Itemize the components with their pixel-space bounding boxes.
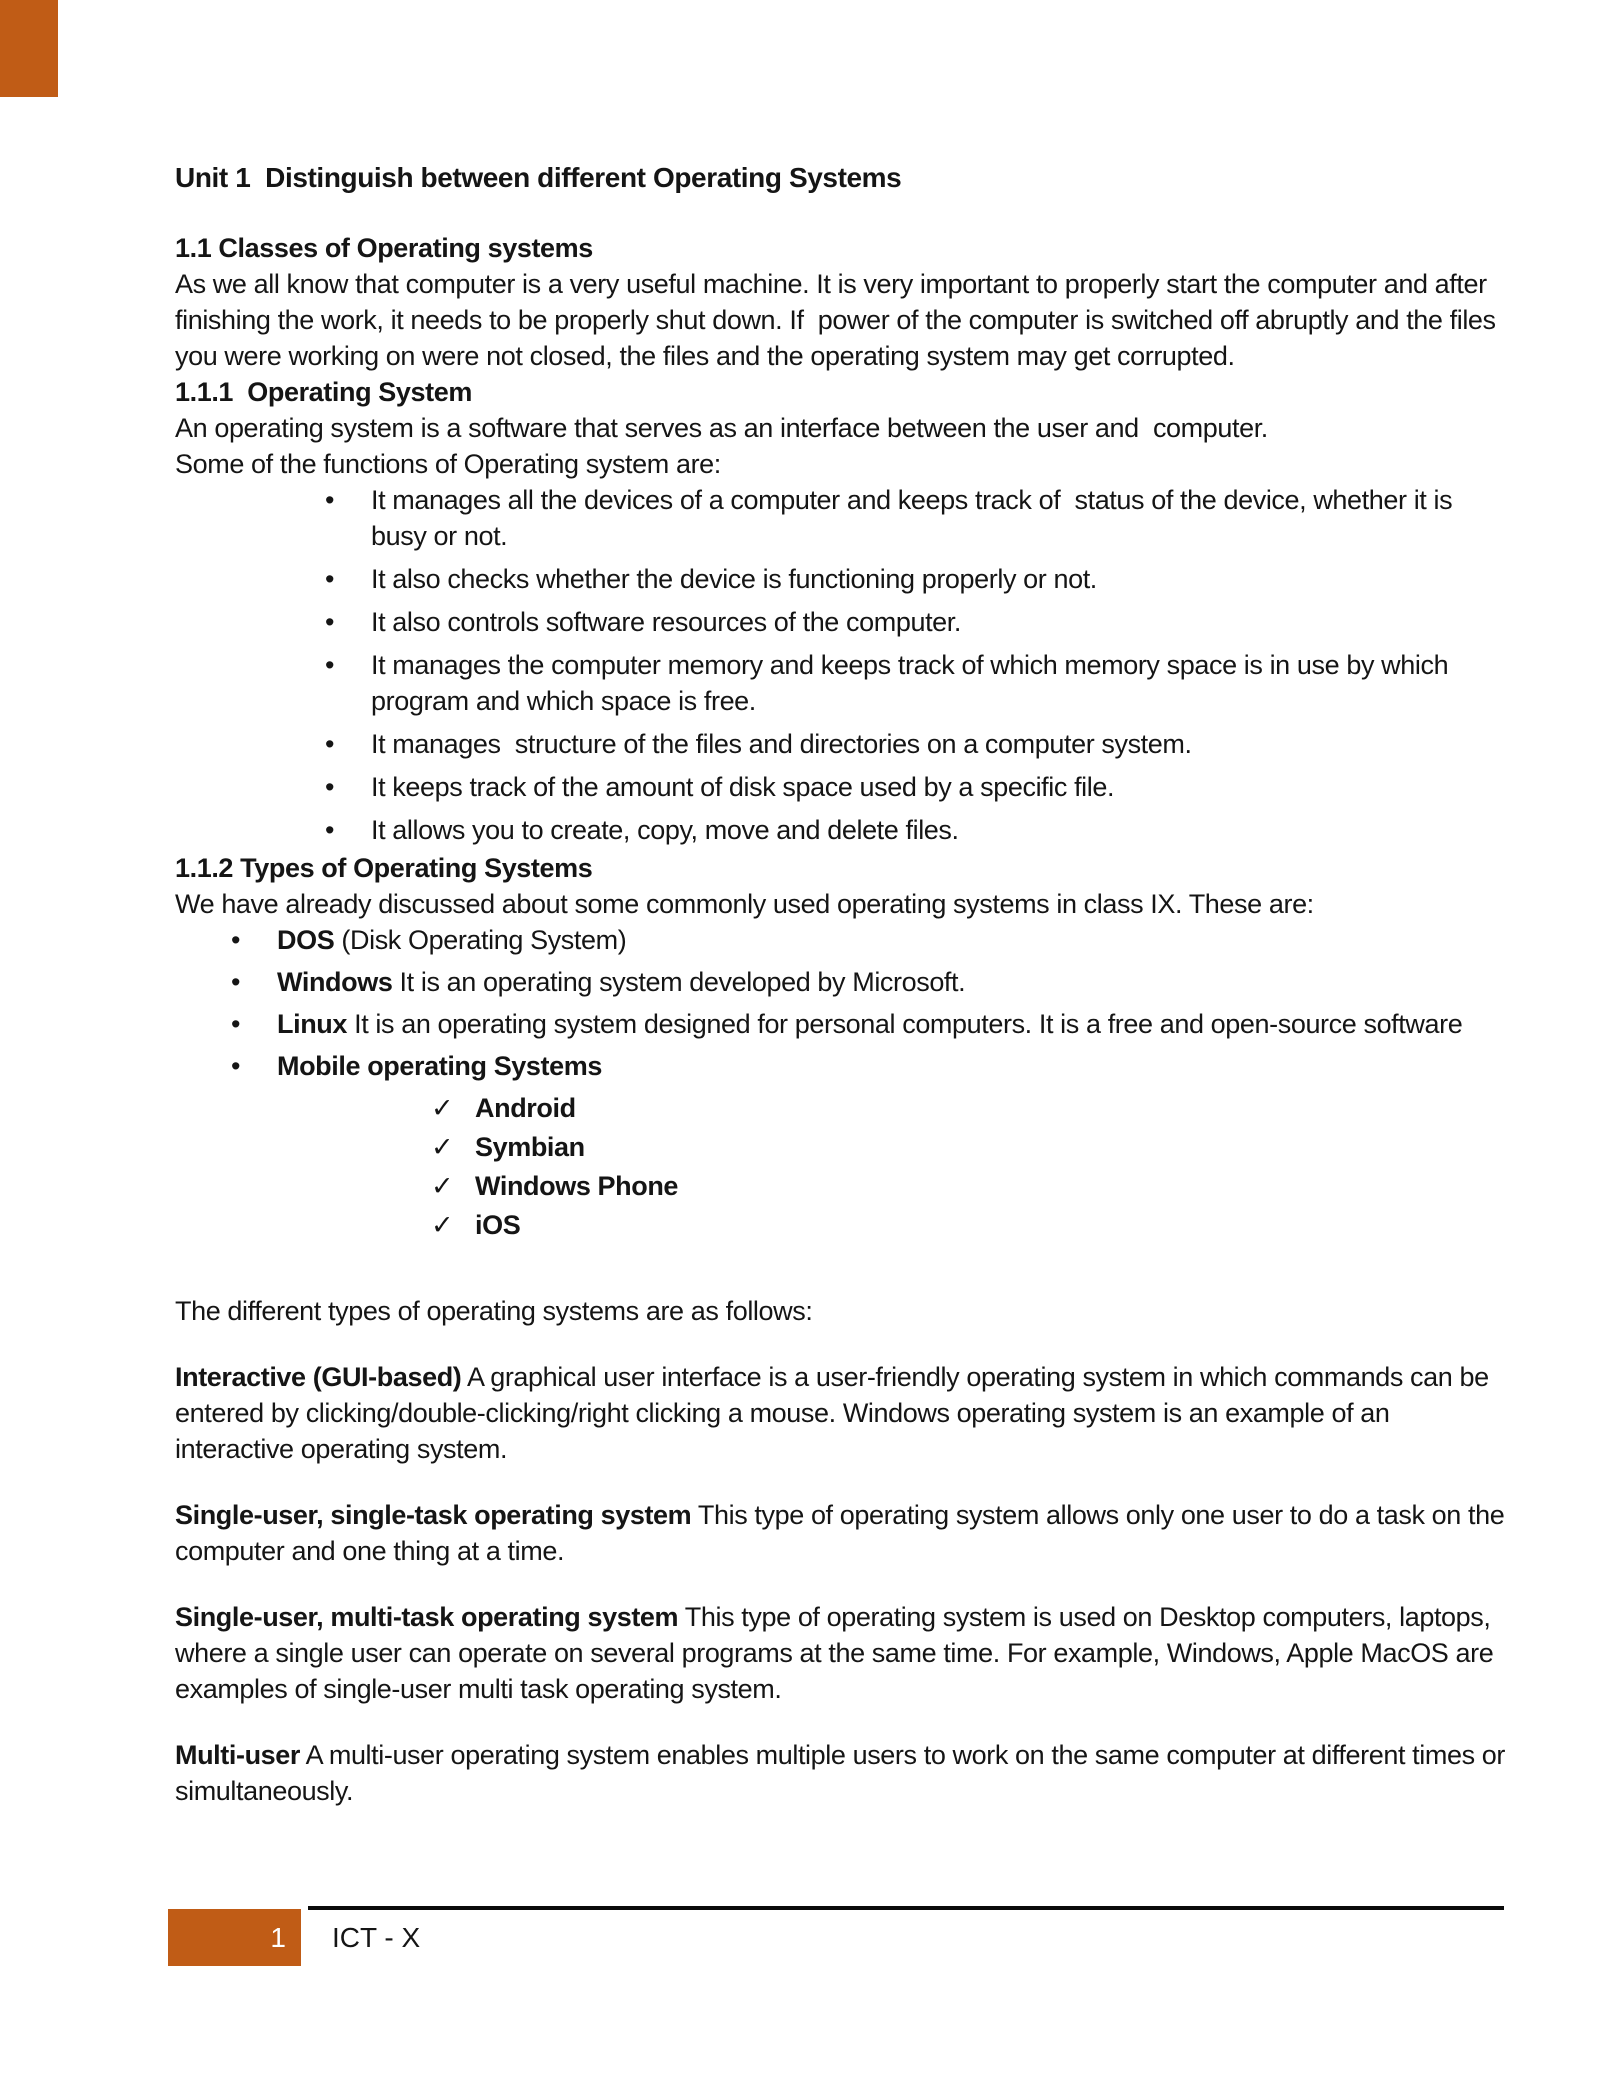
term-desc: A graphical user interface is a user-friendly operating system in which commands can be entered by clicking/double-clicking/right clicking a mouse. Windows operating system is an example of an interactive operating system.: [175, 1362, 1496, 1464]
bullet-icon: •: [231, 925, 241, 955]
bullet-icon: •: [325, 650, 335, 680]
list-item: [231, 1048, 1505, 1084]
mobile-os-list: [231, 1090, 1505, 1243]
list-item: [325, 769, 1505, 805]
list-item-text: Windows Phone: [475, 1171, 679, 1201]
list-item: [325, 647, 1505, 719]
footer-label: ICT - X: [332, 1922, 421, 1953]
os-list: [175, 922, 1505, 1243]
check-icon: ✓: [431, 1171, 454, 1201]
section-heading-1-1-2: 1.1.2 Types of Operating Systems: [175, 853, 593, 883]
os-desc: It is an operating system developed by Microsoft.: [392, 967, 966, 997]
paragraph-classes-intro: As we all know that computer is a very useful machine. It is very important to properly start the computer and after finishing the work, it needs to be properly shut down. If power of the computer is switched off abruptly and the files you were working on were not closed, the files and the operating system may get corrupted.: [175, 269, 1503, 371]
bullet-icon: •: [231, 1051, 241, 1081]
list-item-text: [277, 1006, 1505, 1042]
list-item: [231, 922, 1505, 958]
list-item: [431, 1129, 1505, 1165]
os-name: DOS: [277, 925, 335, 955]
list-item: [325, 482, 1505, 554]
term-desc: This type of operating system allows only one user to do a task on the computer and one thing at a time.: [175, 1500, 1512, 1566]
bullet-icon: •: [325, 815, 335, 845]
list-item: [325, 561, 1505, 597]
term-label: Single-user, multi-task operating system: [175, 1602, 679, 1632]
corner-accent-block: [0, 0, 58, 97]
paragraph-types-intro: We have already discussed about some commonly used operating systems in class IX. These are:: [175, 889, 1314, 919]
list-item: [231, 1006, 1505, 1042]
bullet-icon: •: [325, 772, 335, 802]
paragraph-single-user-single-task: [175, 1497, 1512, 1569]
check-icon: ✓: [431, 1093, 454, 1123]
bullet-icon: •: [325, 485, 335, 515]
os-desc: (Disk Operating System): [334, 925, 627, 955]
term-desc: A multi-user operating system enables multiple users to work on the same computer at different times or simultaneously.: [175, 1740, 1513, 1806]
paragraph-os-definition: An operating system is a software that serves as an interface between the user and computer.: [175, 413, 1268, 443]
functions-list: [175, 482, 1505, 848]
paragraph-interactive: [175, 1359, 1505, 1467]
term-desc: This type of operating system is used on Desktop computers, laptops, where a single user can operate on several programs at the same time. For example, Windows, Apple MacOS are examples of single-user multi task operating system.: [175, 1602, 1501, 1704]
list-item-text: It also checks whether the device is functioning properly or not.: [371, 564, 1097, 594]
paragraph-multi-user: [175, 1737, 1513, 1809]
term-label: Single-user, single-task operating system: [175, 1500, 692, 1530]
check-icon: ✓: [431, 1132, 454, 1162]
list-item-text: It allows you to create, copy, move and delete files.: [371, 815, 959, 845]
os-name: Mobile operating Systems: [277, 1051, 602, 1081]
section-heading-1-1: 1.1 Classes of Operating systems: [175, 233, 593, 263]
os-desc: It is an operating system designed for personal computers. It is a free and open-source software: [347, 1009, 1463, 1039]
list-item: [325, 812, 1505, 848]
paragraph-os-functions-intro: Some of the functions of Operating system are:: [175, 449, 721, 479]
section-heading-1-1-1: 1.1.1 Operating System: [175, 377, 472, 407]
bullet-icon: •: [325, 607, 335, 637]
os-name: Windows: [277, 967, 393, 997]
bullet-icon: •: [325, 729, 335, 759]
list-item-text: It also controls software resources of the computer.: [371, 607, 961, 637]
list-item: [325, 604, 1505, 640]
list-item-text: It manages structure of the files and directories on a computer system.: [371, 729, 1192, 759]
check-icon: ✓: [431, 1210, 454, 1240]
term-label: Multi-user: [175, 1740, 301, 1770]
footer-page-number: 1: [168, 1909, 301, 1966]
footer-rule: [308, 1906, 1504, 1910]
list-item: [431, 1168, 1505, 1204]
os-name: Linux: [277, 1009, 347, 1039]
list-item: [231, 964, 1505, 1000]
bullet-icon: •: [325, 564, 335, 594]
term-label: Interactive (GUI-based): [175, 1362, 462, 1392]
list-item: [325, 726, 1505, 762]
paragraph-single-user-multi-task: [175, 1599, 1505, 1707]
list-item-text: It manages all the devices of a computer and keeps track of status of the device, whether it is busy or not.: [371, 485, 1460, 551]
list-item-text: It manages the computer memory and keeps track of which memory space is in use by which program and which space is free.: [371, 650, 1456, 716]
list-item-text: Symbian: [475, 1132, 585, 1162]
list-item-text: [277, 964, 1505, 1000]
list-item-text: [277, 922, 1505, 958]
list-item: [431, 1207, 1505, 1243]
list-item: [431, 1090, 1505, 1126]
page-title: Unit 1 Distinguish between different Operating Systems: [175, 162, 902, 193]
list-item-text: It keeps track of the amount of disk space used by a specific file.: [371, 772, 1115, 802]
bullet-icon: •: [231, 967, 241, 997]
list-item-text: iOS: [475, 1210, 521, 1240]
bullet-icon: •: [231, 1009, 241, 1039]
list-item-text: [277, 1048, 1505, 1084]
page-content: [175, 160, 1513, 1809]
list-item-text: Android: [475, 1093, 576, 1123]
types-lead-line: The different types of operating systems are as follows:: [175, 1296, 813, 1326]
